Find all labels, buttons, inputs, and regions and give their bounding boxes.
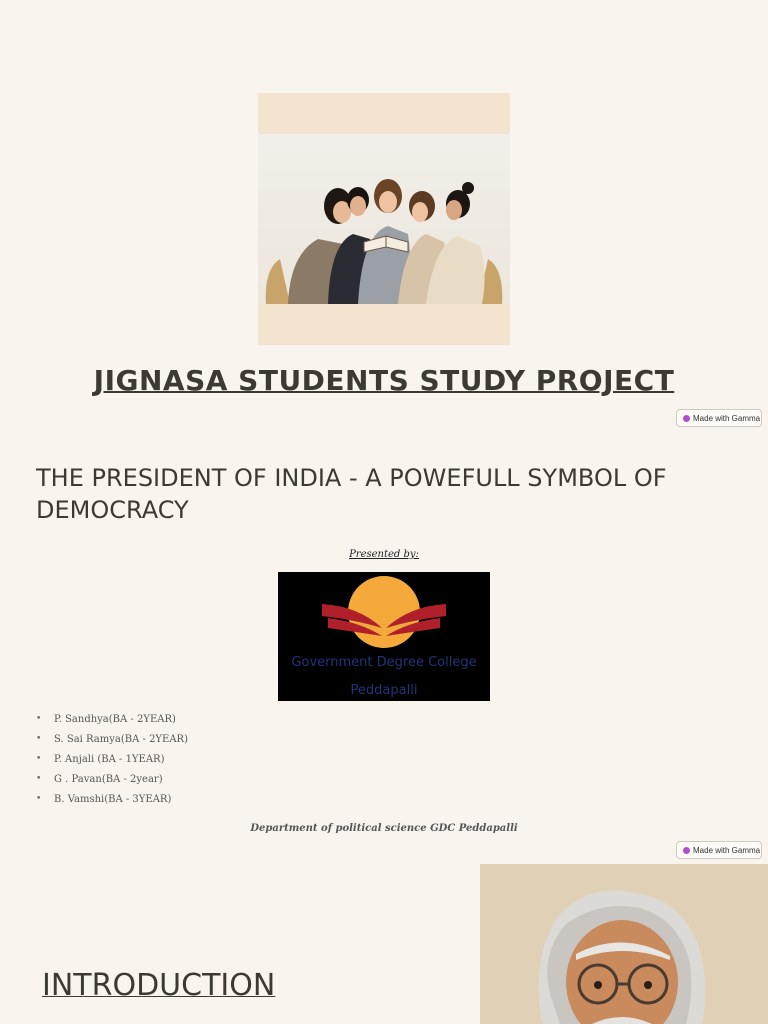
gamma-logo-icon — [683, 847, 690, 854]
portrait-illustration — [480, 864, 768, 1024]
presented-by-label: Presented by: — [349, 549, 419, 560]
introduction-heading: INTRODUCTION — [42, 968, 276, 1003]
member-list — [36, 714, 188, 814]
list-item: • P. Anjali (BA - 1YEAR) — [36, 754, 188, 774]
logo-text-line1: Government Degree College — [291, 655, 477, 670]
badge-label: Made with Gamma — [693, 414, 761, 423]
college-logo — [278, 572, 490, 701]
made-with-gamma-badge[interactable] — [676, 409, 762, 427]
logo-text-line2: Peddapalli — [350, 683, 418, 698]
list-item: • S. Sai Ramya(BA - 2YEAR) — [36, 734, 188, 754]
slide-heading: THE PRESIDENT OF INDIA - A POWEFULL SYMBOL OF DEMOCRACY — [36, 464, 667, 524]
students-study-photo — [258, 93, 510, 345]
students-illustration — [258, 134, 510, 304]
portrait-image — [480, 864, 768, 1024]
made-with-gamma-badge-2[interactable] — [676, 841, 762, 859]
photo-scene — [258, 134, 510, 304]
list-item: • G . Pavan(BA - 2year) — [36, 774, 188, 794]
list-item: • B. Vamshi(BA - 3YEAR) — [36, 794, 188, 814]
list-item: • P. Sandhya(BA - 2YEAR) — [36, 714, 188, 734]
project-title: JIGNASA STUDENTS STUDY PROJECT — [93, 364, 675, 397]
badge-label: Made with Gamma — [693, 846, 761, 855]
department-label: Department of political science GDC Peddapalli — [250, 823, 518, 834]
college-logo-graphic — [278, 572, 490, 701]
gamma-logo-icon — [683, 415, 690, 422]
